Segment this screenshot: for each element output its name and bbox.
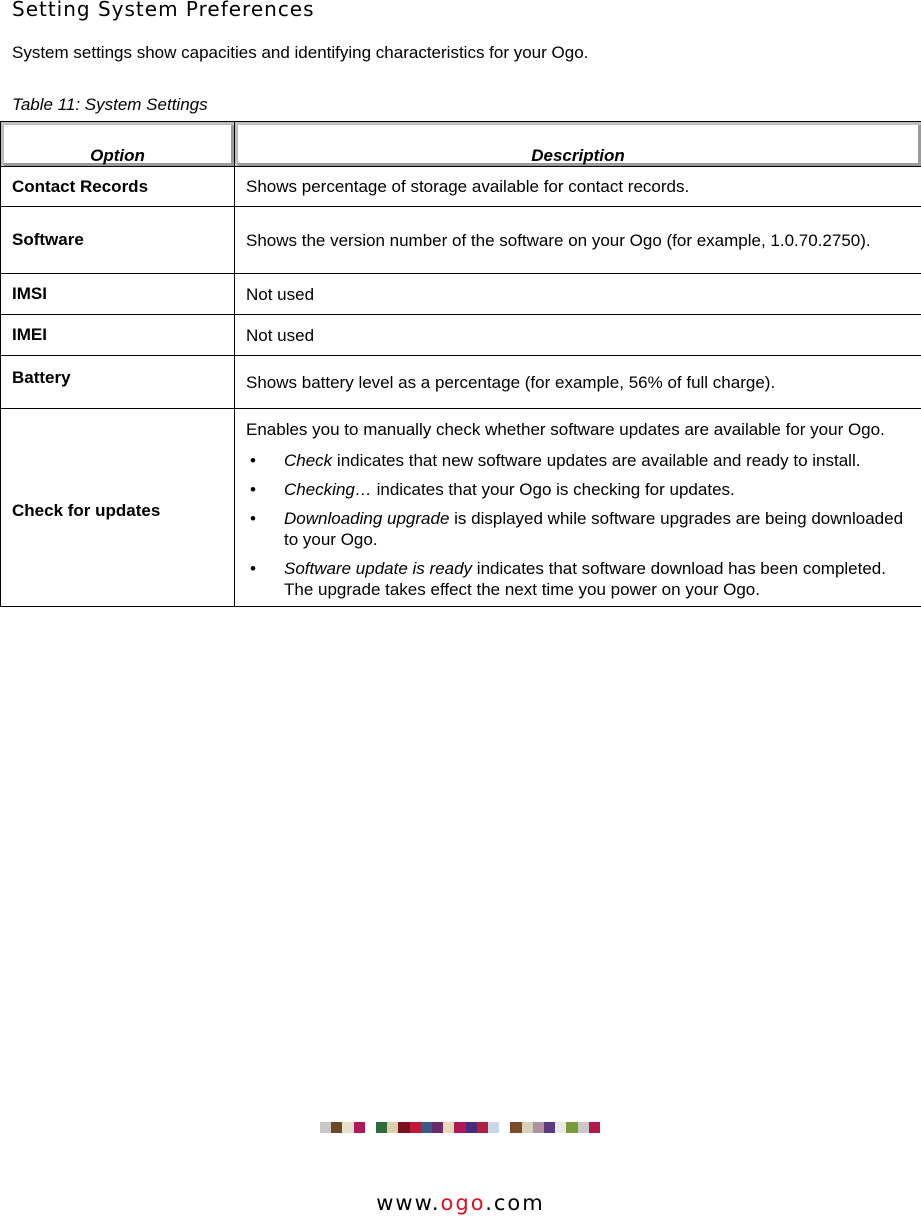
- stripe-block: [578, 1122, 589, 1133]
- table-row: [1, 167, 921, 207]
- bullet-icon: •: [250, 451, 256, 470]
- footer-url: [0, 1191, 921, 1215]
- footer-url-prefix: www.: [376, 1191, 441, 1215]
- stripe-block: [410, 1122, 421, 1133]
- stripe-block: [365, 1122, 376, 1133]
- description-cell: Shows battery level as a percentage (for example, 56% of full charge).: [235, 356, 921, 409]
- option-cell: Check for updates: [1, 409, 235, 607]
- footer-brand: ogo: [440, 1191, 486, 1215]
- table-row: [1, 356, 921, 409]
- stripe-block: [533, 1122, 544, 1133]
- table-caption: Table 11: System Settings: [12, 95, 208, 114]
- status-term: Downloading upgrade: [284, 509, 450, 528]
- stripe-block: [522, 1122, 533, 1133]
- status-text: indicates that new software updates are available and ready to install.: [332, 451, 861, 470]
- stripe-block: [589, 1122, 600, 1133]
- table-header-row: [1, 122, 921, 167]
- stripe-block: [376, 1122, 387, 1133]
- stripe-block: [354, 1122, 365, 1133]
- stripe-block: [454, 1122, 465, 1133]
- description-text: Enables you to manually check whether software updates are available for your Ogo.: [246, 420, 885, 439]
- system-settings-table: [0, 121, 921, 607]
- stripe-block: [342, 1122, 353, 1133]
- header-description: Description: [235, 122, 921, 167]
- stripe-block: [544, 1122, 555, 1133]
- description-cell: Shows the version number of the software on your Ogo (for example, 1.0.70.2750).: [235, 207, 921, 274]
- status-term: Check: [284, 451, 333, 470]
- header-option: Option: [1, 122, 235, 167]
- stripe-block: [387, 1122, 398, 1133]
- section-heading: Setting System Preferences: [12, 0, 315, 21]
- description-cell: Not used: [235, 274, 921, 315]
- footer-color-stripe: [320, 1122, 600, 1133]
- list-item: [246, 558, 915, 600]
- stripe-block: [499, 1122, 510, 1133]
- status-text: indicates that your Ogo is checking for updates.: [371, 480, 735, 499]
- status-text: indicates that software download has been completed. The upgrade takes effect the next time you power on your Ogo.: [284, 559, 886, 599]
- option-cell: IMSI: [1, 274, 235, 315]
- status-text: is displayed while software upgrades are being downloaded to your Ogo.: [284, 509, 904, 549]
- option-cell: Software: [1, 207, 235, 274]
- table-row: [1, 315, 921, 356]
- table-row: [1, 409, 921, 607]
- description-cell: Not used: [235, 315, 921, 356]
- stripe-block: [331, 1122, 342, 1133]
- stripe-block: [477, 1122, 488, 1133]
- description-cell: Shows percentage of storage available for contact records.: [235, 167, 921, 207]
- stripe-block: [566, 1122, 577, 1133]
- stripe-block: [443, 1122, 454, 1133]
- stripe-block: [421, 1122, 432, 1133]
- stripe-block: [555, 1122, 566, 1133]
- status-bullet-list: [246, 450, 915, 600]
- list-item: [246, 479, 915, 500]
- stripe-block: [488, 1122, 499, 1133]
- bullet-icon: •: [250, 480, 256, 499]
- footer-url-suffix: .com: [485, 1191, 545, 1215]
- stripe-block: [398, 1122, 409, 1133]
- stripe-block: [320, 1122, 331, 1133]
- option-cell: Battery: [1, 356, 235, 409]
- bullet-icon: •: [250, 559, 256, 578]
- status-term: Software update is ready: [284, 559, 473, 578]
- stripe-block: [466, 1122, 477, 1133]
- stripe-block: [432, 1122, 443, 1133]
- option-cell: Contact Records: [1, 167, 235, 207]
- table-row: [1, 274, 921, 315]
- option-cell: IMEI: [1, 315, 235, 356]
- status-term: Checking…: [284, 480, 372, 499]
- list-item: [246, 508, 915, 550]
- bullet-icon: •: [250, 509, 256, 528]
- description-cell: [235, 409, 921, 607]
- intro-text: System settings show capacities and identifying characteristics for your Ogo.: [12, 43, 589, 62]
- list-item: [246, 450, 915, 471]
- table-row: [1, 207, 921, 274]
- stripe-block: [510, 1122, 521, 1133]
